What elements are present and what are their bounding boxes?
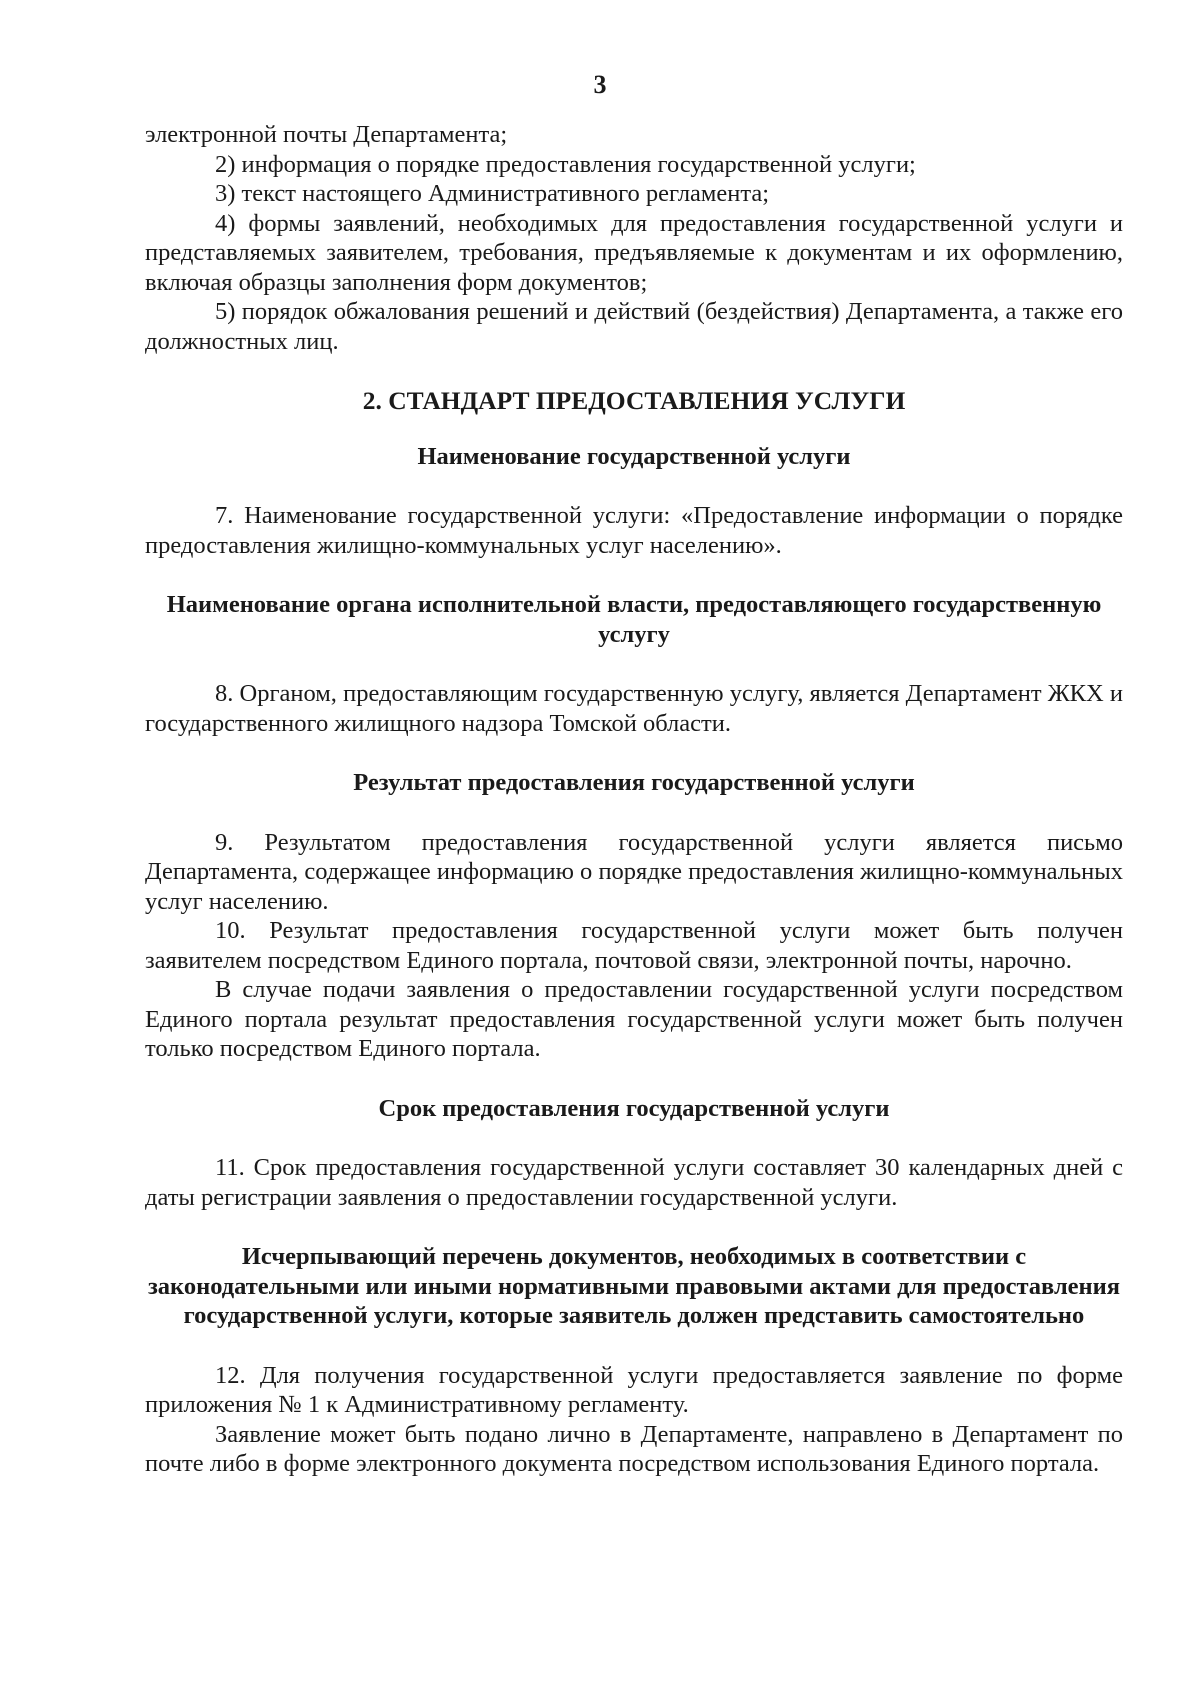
section-title: 2. СТАНДАРТ ПРЕДОСТАВЛЕНИЯ УСЛУГИ	[362, 386, 906, 415]
paragraph-7: 7. Наименование государственной услуги: «Предоставление информации о порядке предоставления жилищно-коммунальных услуг населению».	[145, 502, 1123, 559]
intro-continuation: электронной почты Департамента;	[145, 121, 508, 148]
heading-documents-list: Исчерпывающий перечень документов, необходимых в соответствии с законодательными или иными нормативными правовыми актами для предоставления государственной услуги, которые заявитель должен представить самостоятельно	[147, 1243, 1121, 1329]
intro-item-4: 4) формы заявлений, необходимых для предоставления государственной услуги и представляемых заявителем, требования, предъявляемые к документам и их оформлению, включая образцы заполнения форм документов;	[145, 209, 1123, 296]
heading-authority: Наименование органа исполнительной власти, предоставляющего государственную услугу	[166, 591, 1102, 648]
paragraph-12-continued: Заявление может быть подано лично в Департаменте, направлено в Департамент по почте либо в форме электронного документа посредством использования Единого портала.	[145, 1420, 1123, 1477]
heading-term: Срок предоставления государственной услуги	[378, 1094, 890, 1122]
heading-result: Результат предоставления государственной услуги	[353, 769, 915, 796]
paragraph-10-continued: В случае подачи заявления о предоставлении государственной услуги посредством Единого портала результат предоставления государственной услуги может быть получен только посредством Единого портала.	[145, 976, 1123, 1062]
intro-item-2: 2) информация о порядке предоставления государственной услуги;	[215, 150, 916, 178]
heading-service-name: Наименование государственной услуги	[417, 442, 851, 470]
paragraph-10: 10. Результат предоставления государственной услуги может быть получен заявителем посредством Единого портала, почтовой связи, электронной почты, нарочно.	[145, 917, 1123, 974]
paragraph-8: 8. Органом, предоставляющим государственную услугу, является Департамент ЖКХ и государственного жилищного надзора Томской области.	[145, 680, 1123, 737]
paragraph-11: 11. Срок предоставления государственной услуги составляет 30 календарных дней с даты регистрации заявления о предоставлении государственной услуги.	[145, 1154, 1123, 1211]
paragraph-9: 9. Результатом предоставления государственной услуги является письмо Департамента, содержащее информацию о порядке предоставления жилищно-коммунальных услуг населению.	[145, 828, 1123, 915]
paragraph-12: 12. Для получения государственной услуги предоставляется заявление по форме приложения № 1 к Административному регламенту.	[145, 1361, 1123, 1418]
intro-item-3: 3) текст настоящего Административного регламента;	[215, 180, 770, 207]
page-number: 3	[593, 70, 607, 99]
intro-item-5: 5) порядок обжалования решений и действий (бездействия) Департамента, а также его должностных лиц.	[145, 298, 1123, 355]
document-body	[145, 120, 1123, 1479]
